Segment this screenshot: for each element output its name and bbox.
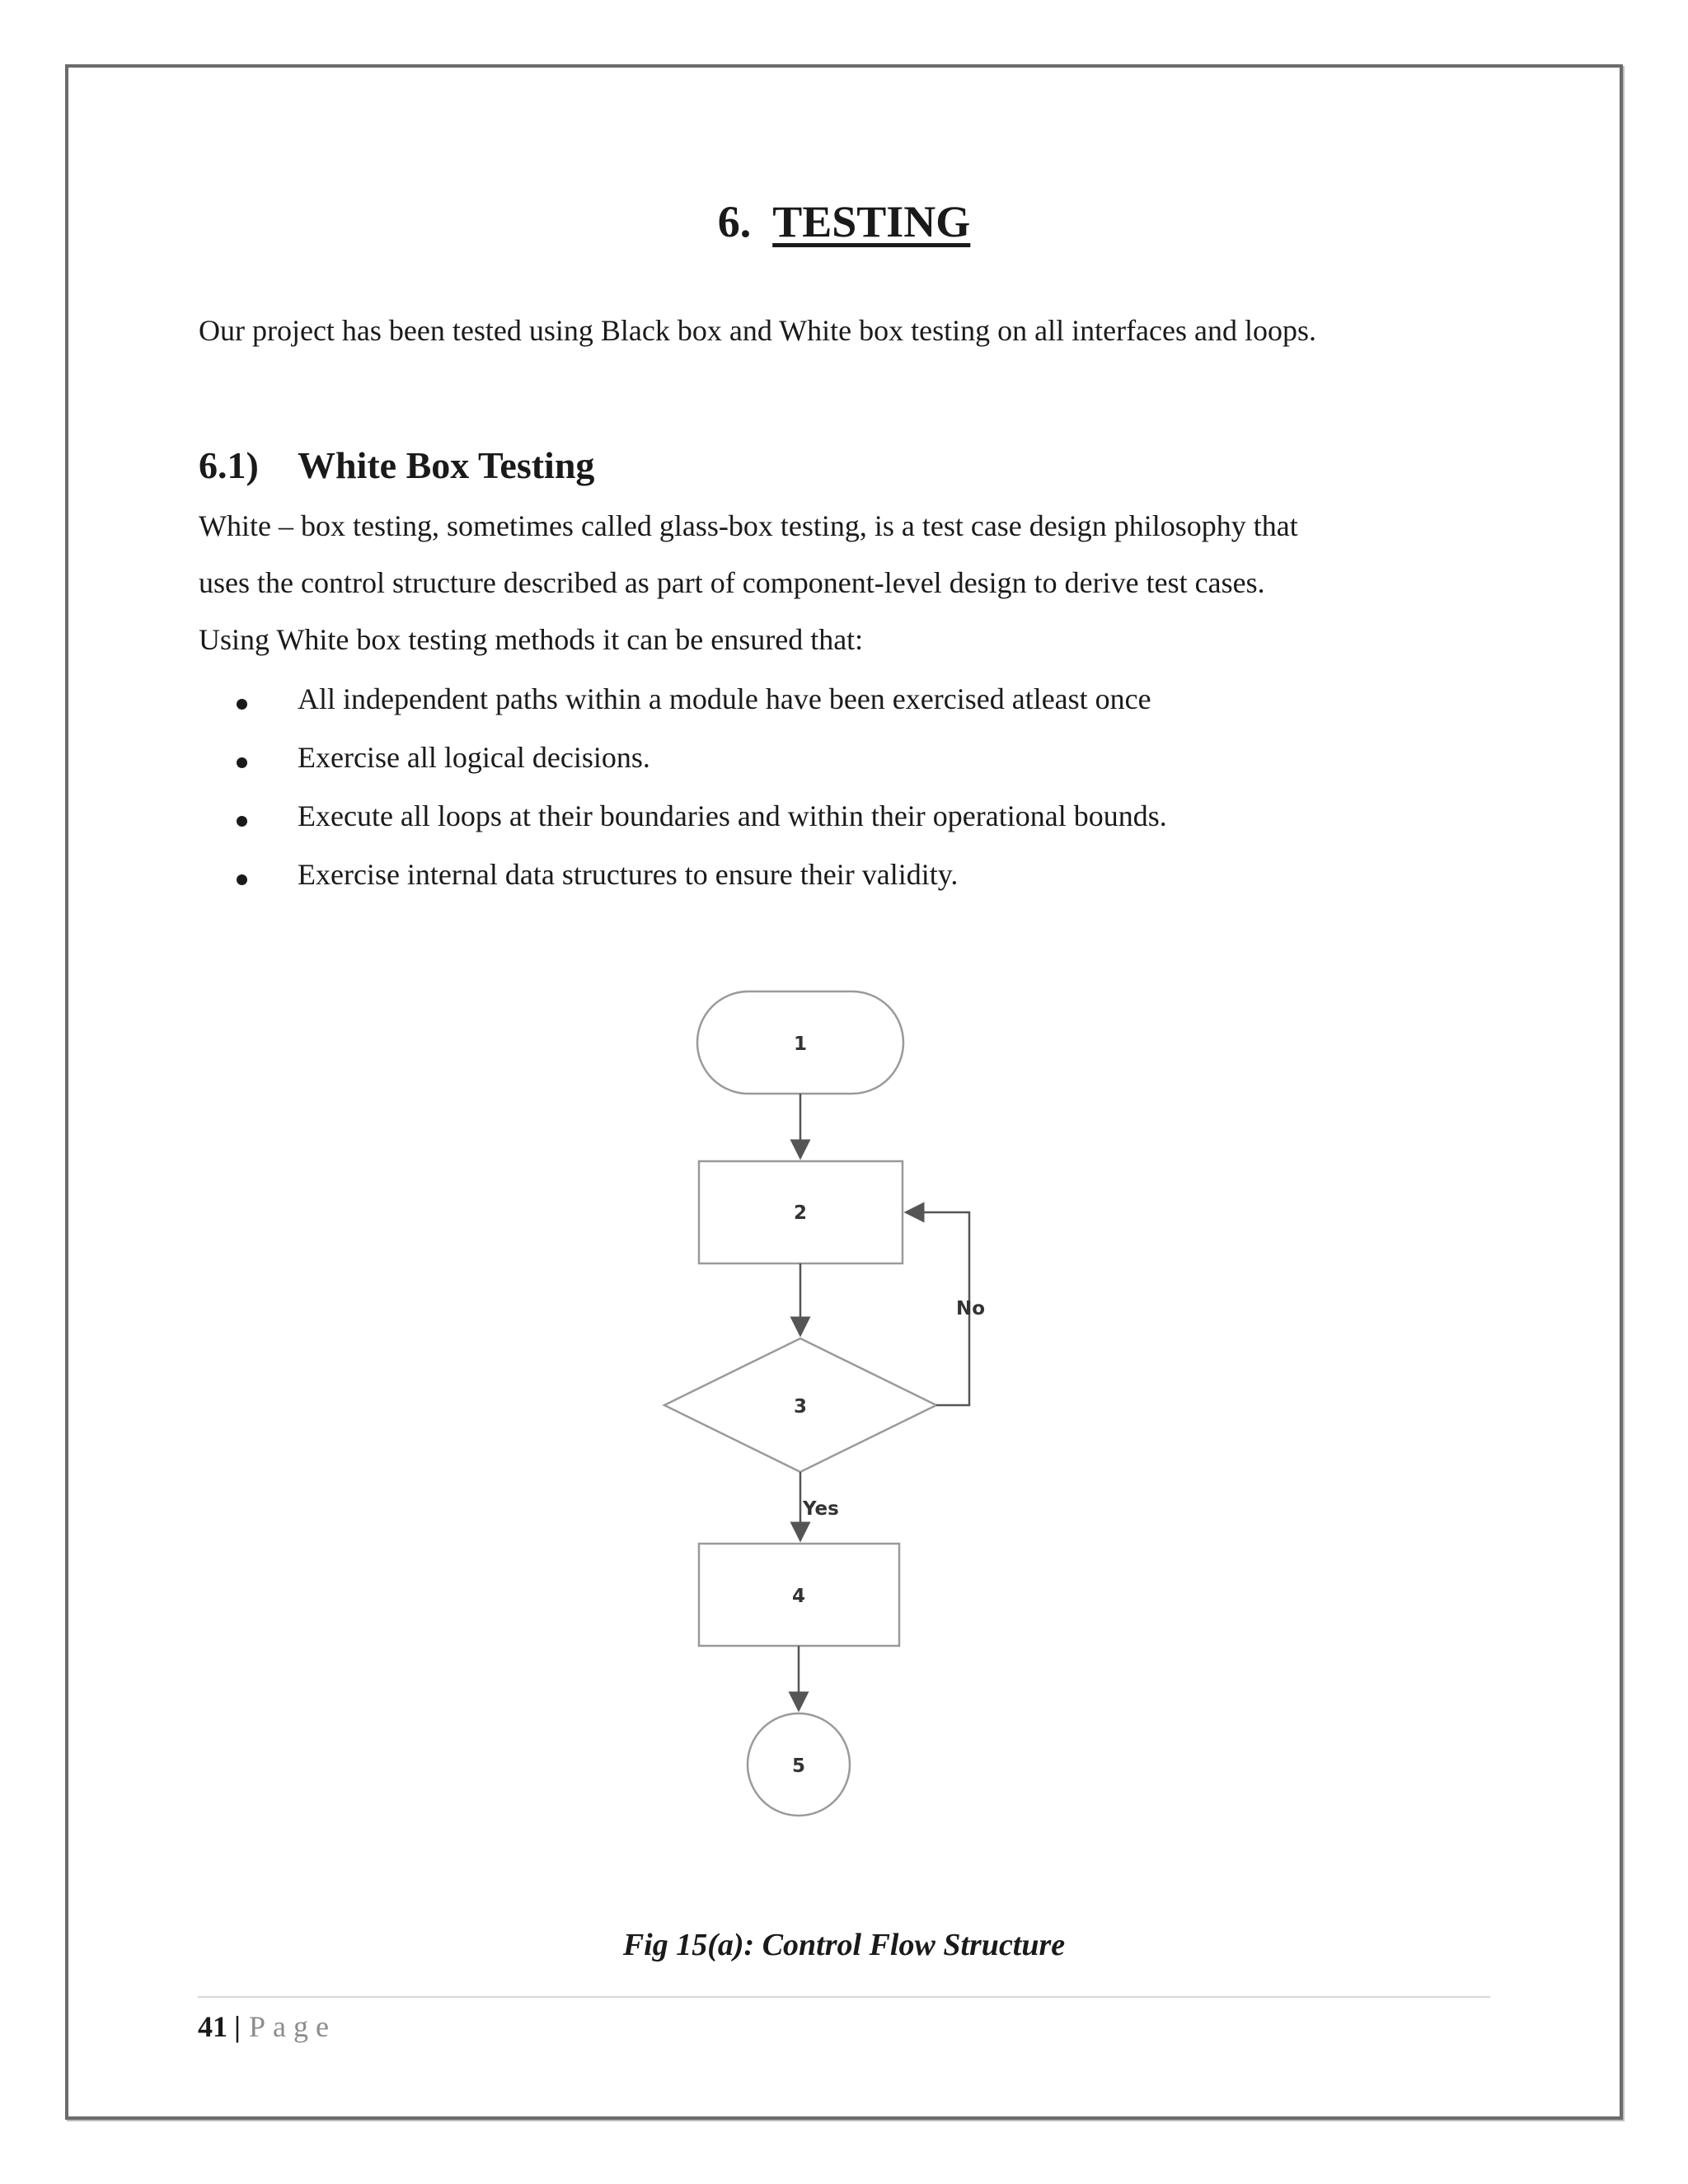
section-title: White Box Testing	[298, 444, 595, 486]
node-1-label: 1	[793, 1033, 808, 1055]
page-word: Page	[248, 2010, 336, 2043]
node-3-label: 3	[793, 1396, 808, 1418]
footer-divider	[198, 1996, 1490, 1998]
list-item-text: Exercise internal data structures to ensure their validity.	[298, 858, 959, 891]
footer-separator: |	[234, 2010, 241, 2043]
list-item-text: Execute all loops at their boundaries and within their operational bounds.	[298, 799, 1167, 832]
page-number: 41	[198, 2010, 227, 2043]
edge-label-yes: Yes	[803, 1498, 839, 1520]
node-4-label: 4	[791, 1586, 806, 1607]
node-2-label: 2	[793, 1202, 808, 1224]
list-item-text: All independent paths within a module have been exercised atleast once	[298, 682, 1151, 715]
paragraph-line: uses the control structure described as part of component-level design to derive test cases.	[199, 566, 1265, 599]
intro-paragraph: Our project has been tested using Black box and White box testing on all interfaces and loops.	[199, 314, 1316, 347]
section-number: 6.1)	[199, 444, 259, 486]
chapter-number: 6.	[717, 197, 752, 246]
node-5-label: 5	[791, 1755, 806, 1777]
list-item-text: Exercise all logical decisions.	[298, 741, 650, 774]
figure-caption: Fig 15(a): Control Flow Structure	[622, 1928, 1066, 1962]
paragraph-line: White – box testing, sometimes called glass-box testing, is a test case design philosophy that	[199, 509, 1298, 542]
chapter-name: TESTING	[772, 197, 971, 246]
paragraph-line: Using White box testing methods it can be ensured that:	[199, 623, 864, 656]
page-footer	[198, 2009, 336, 2044]
edge-label-no: No	[956, 1298, 986, 1319]
